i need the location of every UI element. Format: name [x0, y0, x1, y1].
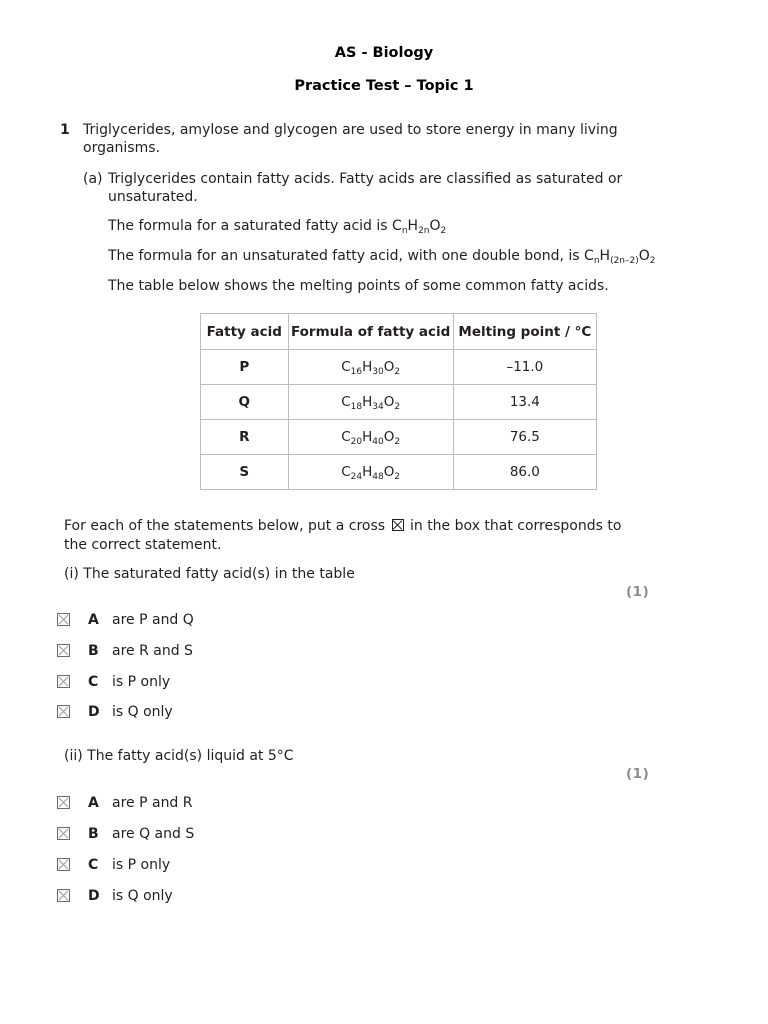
answer-option-i-d[interactable]	[57, 703, 173, 721]
table-intro: The table below shows the melting points of some common fatty acids.	[108, 278, 609, 294]
answer-option-i-c[interactable]	[57, 673, 170, 691]
answer-option-ii-c[interactable]	[57, 856, 170, 874]
saturated-formula-line	[108, 217, 446, 235]
instruction-line1	[64, 517, 621, 535]
option-text: are Q and S	[112, 826, 195, 842]
checkbox-icon[interactable]	[57, 613, 70, 626]
checkbox-icon[interactable]	[57, 858, 70, 871]
formula-o: O	[429, 218, 441, 234]
question-stem-line1: Triglycerides, amylose and glycogen are used to store energy in many living	[83, 122, 618, 138]
cross-box-icon	[392, 519, 404, 531]
formula-c: C	[392, 218, 402, 234]
formula-sub: (2n–2)	[610, 256, 639, 266]
fatty-acid-formula: $C_{16}H_{30}O_2$	[288, 350, 453, 385]
formula-sub: 2	[440, 226, 447, 236]
formula-o: O	[638, 248, 650, 264]
question-number: 1	[60, 122, 70, 138]
option-letter: D	[88, 704, 100, 720]
melting-point: –11.0	[453, 350, 596, 385]
melting-point: 13.4	[453, 385, 596, 420]
fatty-acid-formula: $C_{20}H_{40}O_2$	[288, 420, 453, 455]
option-text: are P and R	[112, 795, 193, 811]
part-a-line1: Triglycerides contain fatty acids. Fatty acids are classified as saturated or	[108, 171, 623, 187]
table-row	[201, 455, 597, 490]
fatty-acid-letter: S	[201, 455, 289, 490]
option-letter: B	[88, 643, 99, 659]
melting-point: 86.0	[453, 455, 596, 490]
table-row	[201, 385, 597, 420]
answer-option-ii-b[interactable]	[57, 825, 194, 843]
instruction-line2: the correct statement.	[64, 537, 222, 553]
part-ii-prompt: (ii) The fatty acid(s) liquid at 5°C	[64, 748, 294, 764]
header-fatty-acid: Fatty acid	[201, 314, 289, 350]
answer-option-i-b[interactable]	[57, 642, 193, 660]
saturated-formula-text: The formula for a saturated fatty acid is	[108, 218, 393, 234]
answer-option-ii-d[interactable]	[57, 887, 173, 905]
part-i-prompt: (i) The saturated fatty acid(s) in the table	[64, 566, 355, 582]
formula-c: C	[584, 248, 594, 264]
option-text: is Q only	[112, 704, 173, 720]
option-letter: B	[88, 826, 99, 842]
question-stem-line2: organisms.	[83, 140, 160, 156]
fatty-acid-formula: $C_{24}H_{48}O_2$	[288, 455, 453, 490]
option-text: are P and Q	[112, 612, 194, 628]
formula-sub: n	[593, 256, 600, 266]
part-ii-marks: (1)	[626, 766, 650, 782]
fatty-acid-letter: Q	[201, 385, 289, 420]
formula-h: H	[599, 248, 611, 264]
checkbox-icon[interactable]	[57, 675, 70, 688]
option-text: is Q only	[112, 888, 173, 904]
fatty-acid-table	[200, 313, 597, 490]
option-text: is P only	[112, 674, 171, 690]
instruction-before: For each of the statements below, put a cross	[64, 518, 386, 534]
checkbox-icon[interactable]	[57, 889, 70, 902]
instruction-after: in the box that corresponds to	[409, 518, 622, 534]
test-title: Practice Test – Topic 1	[294, 78, 474, 94]
course-title: AS - Biology	[334, 45, 434, 61]
answer-option-i-a[interactable]	[57, 611, 194, 629]
checkbox-icon[interactable]	[57, 644, 70, 657]
checkbox-icon[interactable]	[57, 796, 70, 809]
header-melting-point: Melting point / °C	[453, 314, 596, 350]
table-row	[201, 350, 597, 385]
option-text: are R and S	[112, 643, 193, 659]
formula-h: H	[407, 218, 419, 234]
option-text: is P only	[112, 857, 171, 873]
option-letter: C	[88, 857, 99, 873]
part-a-label: (a)	[83, 171, 103, 187]
table-header-row	[201, 314, 597, 350]
option-letter: A	[88, 795, 99, 811]
table-row	[201, 420, 597, 455]
melting-point: 76.5	[453, 420, 596, 455]
header-formula: Formula of fatty acid	[288, 314, 453, 350]
answer-option-ii-a[interactable]	[57, 794, 193, 812]
formula-sub: 2n	[418, 226, 430, 236]
part-a-line2: unsaturated.	[108, 189, 198, 205]
formula-sub: 2	[649, 256, 656, 266]
option-letter: C	[88, 674, 99, 690]
fatty-acid-letter: P	[201, 350, 289, 385]
part-i-marks: (1)	[626, 584, 650, 600]
option-letter: A	[88, 612, 99, 628]
formula-sub: n	[401, 226, 408, 236]
fatty-acid-formula: $C_{18}H_{34}O_2$	[288, 385, 453, 420]
option-letter: D	[88, 888, 100, 904]
unsaturated-formula-line	[108, 247, 656, 265]
unsaturated-formula-text: The formula for an unsaturated fatty acid, with one double bond, is	[108, 248, 585, 264]
fatty-acid-letter: R	[201, 420, 289, 455]
checkbox-icon[interactable]	[57, 705, 70, 718]
checkbox-icon[interactable]	[57, 827, 70, 840]
